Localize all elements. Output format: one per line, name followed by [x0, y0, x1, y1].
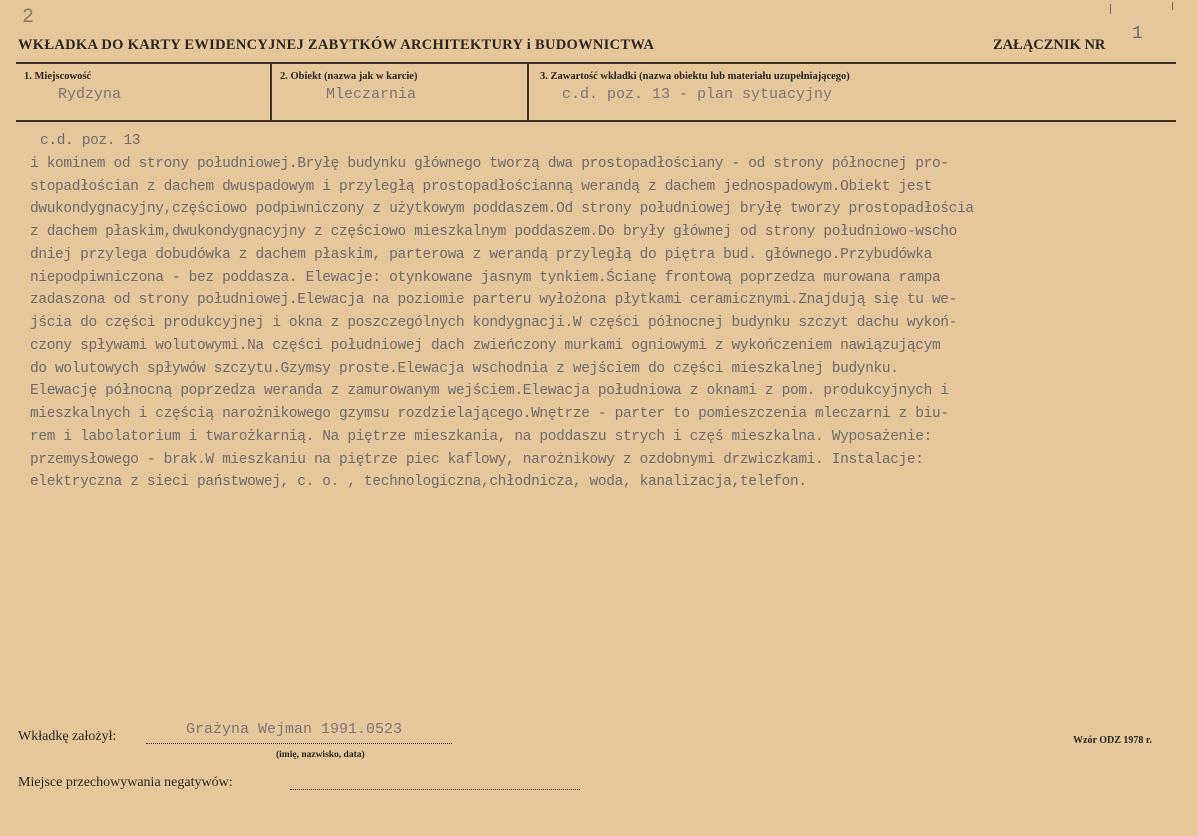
text-line: Elewację północną poprzedza weranda z zamurowanym wejściem.Elewacja południowa z oknami z pom. produkcyjnych i	[30, 383, 949, 400]
description-text	[30, 130, 1180, 494]
fields-rule	[16, 120, 1176, 122]
author-note: (imię, nazwisko, data)	[276, 750, 365, 760]
text-line: zadaszona od strony południowej.Elewacja na poziomie parteru wyłożona płytkami ceramicznymi.Znajdują się tu we-	[30, 292, 958, 309]
author-label: Wkładkę założył:	[18, 729, 117, 744]
text-line: do wolutowych spływów szczytu.Gzymsy proste.Elewacja wschodnia z wejściem do części mieszkalnej budynku.	[30, 360, 899, 377]
field-divider	[270, 63, 272, 120]
form-model: Wzór ODZ 1978 r.	[1073, 735, 1152, 746]
field-divider	[527, 63, 529, 120]
text-line: przemysłowego - brak.W mieszkaniu na piętrze piec kaflowy, narożnikowy z ozdobnymi drzwiczkami. Instalacje:	[30, 451, 924, 468]
text-line: rem i labolatorium i twarożkarnią. Na piętrze mieszkania, na poddaszu strych i częś mieszkalna. Wyposażenie:	[30, 428, 932, 445]
text-line: niepodpiwniczona - bez poddasza. Elewacje: otynkowane jasnym tynkiem.Ścianę frontową poprzedza murowana rampa	[30, 269, 941, 286]
annex-number: 1	[1132, 24, 1143, 44]
field-label-contents: 3. Zawartość wkładki (nazwa obiektu lub materiału uzupełniającego)	[540, 71, 850, 82]
field-value-object: Mleczarnia	[326, 86, 417, 103]
text-line: czony spływami wolutowymi.Na części południowej dach zwieńczony murkami ogniowymi z wykończeniem nawiązującym	[30, 337, 941, 354]
text-line: elektryczna z sieci państwowej, c. o. , technologiczna,chłodnicza, woda, kanalizacja,telefon.	[30, 474, 807, 491]
text-line: i kominem od strony południowej.Bryłę budynku głównego tworzą dwa prostopadłościany - od strony północnej pro-	[30, 155, 949, 172]
field-label-object: 2. Obiekt (nazwa jak w karcie)	[280, 71, 418, 82]
author-value: Grażyna Wejman 1991.0523	[186, 721, 403, 738]
form-title: WKŁADKA DO KARTY EWIDENCYJNEJ ZABYTKÓW ARCHITEKTURY i BUDOWNICTWA	[18, 37, 655, 53]
author-dotted-line	[146, 743, 452, 744]
text-line: dwukondygnacyjny,częściowo podpiwniczony z użytkowym poddaszem.Od strony południowej bryłę tworzy prostopadłościa	[30, 201, 974, 218]
page-number-mark: 2	[22, 6, 35, 29]
text-line: z dachem płaskim,dwukondygnacyjny z częściowo mieszkalnym poddaszem.Do bryły głównej od strony południowo-wscho	[30, 224, 958, 240]
header-rule	[16, 62, 1176, 64]
text-line: dniej przylega dobudówka z dachem płaskim, parterowa z werandą przyległą do piętra bud. głównego.Przybudówka	[30, 246, 932, 263]
negatives-label: Miejsce przechowywania negatywów:	[18, 775, 233, 790]
text-line: mieszkalnych i częścią narożnikowego gzymsu rozdzielającego.Wnętrze - parter to pomieszczenia mleczarni z biu-	[30, 406, 949, 422]
negatives-dotted-line	[290, 789, 580, 790]
field-value-locality: Rydzyna	[58, 86, 122, 103]
edge-mark	[1110, 4, 1111, 14]
edge-mark	[1172, 2, 1173, 10]
field-value-contents: c.d. poz. 13 - plan sytuacyjny	[562, 86, 833, 103]
field-label-locality: 1. Miejscowość	[24, 71, 92, 82]
text-line: jścia do części produkcyjnej i okna z poszczególnych kondygnacji.W części północnej budynku szczyt dachu wykoń-	[30, 315, 958, 331]
text-line: stopadłościan z dachem dwuspadowym i przyległą prostopadłościanną werandą z dachem jednospadowym.Obiekt jest	[30, 178, 932, 195]
annex-label: ZAŁĄCZNIK NR	[993, 37, 1106, 53]
text-line: c.d. poz. 13	[40, 133, 141, 149]
